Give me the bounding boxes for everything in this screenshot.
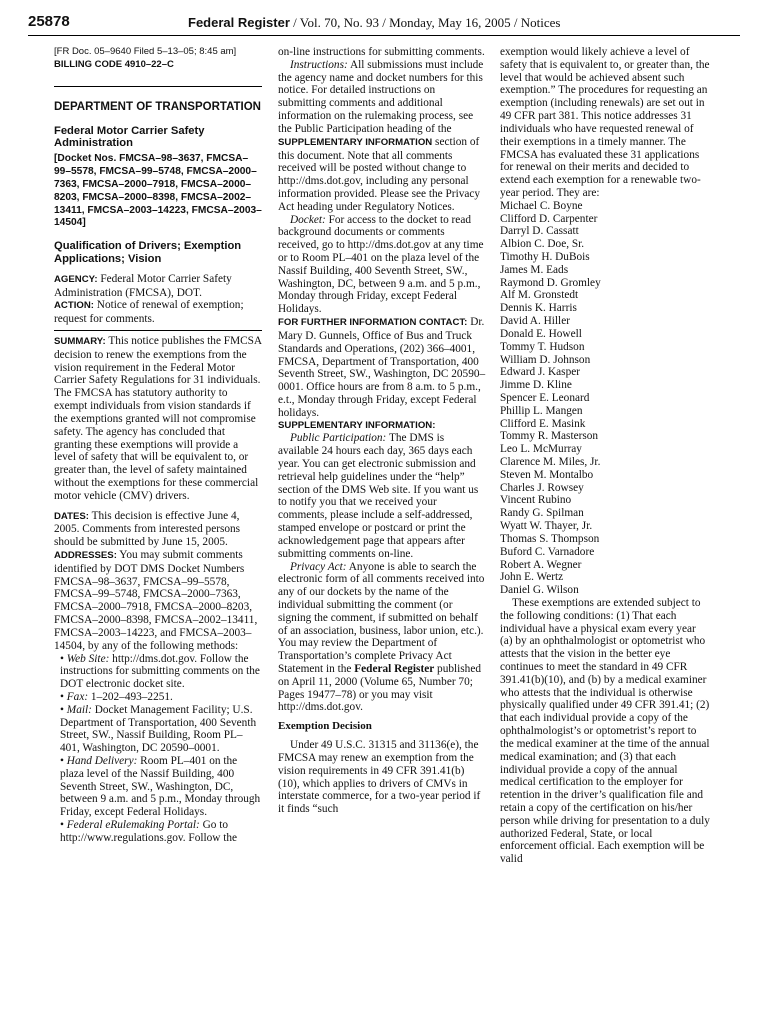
name-item: Alf M. Gronstedt (500, 289, 579, 302)
name-item: Thomas S. Thompson (500, 532, 600, 545)
name-item: Daniel G. Wilson (500, 584, 579, 597)
dates-label: DATES: (54, 510, 89, 522)
column-3 (500, 46, 710, 866)
agency-paragraph (54, 273, 262, 300)
name-item: Steven M. Montalbo (500, 468, 594, 481)
billing-code: BILLING CODE 4910–22–C (54, 58, 174, 70)
name-item: Donald E. Howell (500, 327, 582, 340)
contact-text: Dr. Mary D. Gunnels, Office of Bus and Truck Standards and Operations, (202) 366–4001, FMCSA, Department of Transportation, 400 Seventh Street, SW., Washington, DC 20590–0001. Office hours are from 8 a.m. to 5 p.m., e.t., Monday through Friday, except Federal holidays. (278, 316, 486, 419)
name-item: Wyatt W. Thayer, Jr. (500, 520, 593, 533)
public-participation-label: Public Participation: (290, 432, 387, 445)
name-item: Vincent Rubino (500, 494, 572, 507)
publication-citation (188, 15, 560, 31)
name-item: Tommy R. Masterson (500, 430, 599, 443)
public-participation-text: The DMS is available 24 hours each day, 365 days each year. You can get electronic submission and retrieval help guidelines under the “help” section of the DMS Web site. If you want us to notify you that we received your comments, please include a self-addressed, stamped envelope or postcard or print the acknowledgement page that appears after submitting comments on-line. (278, 432, 479, 560)
notice-subject: Qualification of Drivers; Exemption Applications; Vision (54, 240, 242, 265)
page-number: 25878 (28, 13, 70, 30)
column-2 (278, 46, 486, 816)
hand-delivery-label: Hand Delivery: (66, 755, 138, 767)
name-item: Phillip L. Mangen (500, 404, 583, 417)
federal-register-ref: Federal Register (354, 663, 435, 675)
contact-label: FOR FURTHER INFORMATION CONTACT: (278, 317, 468, 329)
name-item: Buford C. Varnadore (500, 545, 595, 558)
name-item: Robert A. Wegner (500, 558, 582, 571)
name-item: Clifford E. Masink (500, 417, 586, 430)
column-1 (54, 46, 262, 845)
erulemaking-label: Federal eRulemaking Portal: (66, 819, 200, 832)
mail-label: Mail: (66, 703, 92, 716)
privacy-act-paragraph (278, 561, 486, 715)
hand-delivery-item: • Hand Delivery: Room PL–401 on the plaza level of the Nassif Building, 400 Seventh Street, SW., Washington, DC, between 9 a.m. and 5 p.m., Monday through Friday, except Federal Holidays. (60, 755, 261, 819)
name-item: Clarence M. Miles, Jr. (500, 456, 601, 468)
web-site-label: Web Site: (66, 652, 110, 665)
name-item: Edward J. Kasper (500, 366, 580, 379)
name-item: Timothy H. DuBois (500, 251, 590, 263)
name-item: Clifford D. Carpenter (500, 212, 598, 225)
exemption-continued-paragraph: exemption would likely achieve a level of safety that is equivalent to, or greater than, the level that would be achieved absent such exemption.” The procedures for requesting an exemption (including renewals) are set out in 49 CFR part 381. This notice addresses 31 individuals who have requested renewal of their exemptions in a timely manner. The FMCSA has evaluated these 31 applications for renewal on their merits and decided to extend each exemption for a renewable two-year period. They are: (500, 46, 710, 199)
fax-text: 1–202–493–2251. (88, 690, 173, 703)
fax-item: • Fax: 1–202–493–2251. (60, 690, 173, 703)
web-site-text: http://dms.dot.gov. Follow the instructions for submitting comments on the DOT electronic docket site. (60, 652, 260, 691)
mail-text: Docket Management Facility; U.S. Department of Transportation, 400 Seventh Street, SW., Nassif Building, Room PL–401, Washington, DC 20590–0001. (60, 703, 257, 755)
addresses-paragraph (54, 549, 262, 653)
name-item: Randy G. Spilman (500, 507, 584, 520)
supplementary-ref: SUPPLEMENTARY INFORMATION (278, 136, 433, 148)
addresses-label: ADDRESSES: (54, 550, 117, 561)
summary-label: SUMMARY: (54, 336, 106, 347)
mail-item: • Mail: Docket Management Facility; U.S. Department of Transportation, 400 Seventh Street, SW., Nassif Building, Room PL–401, Washington, DC 20590–0001. (60, 703, 257, 755)
name-item: Charles J. Rowsey (500, 481, 584, 494)
fax-label: Fax: (66, 690, 89, 703)
name-item: Darryl D. Cassatt (500, 225, 579, 238)
summary-divider (54, 330, 262, 331)
name-item: James M. Eads (500, 263, 569, 276)
hand-delivery-text: Room PL–401 on the plaza level of the Nassif Building, 400 Seventh Street, SW., Washington, DC, between 9 a.m. and 5 p.m., Monday through Friday, except Federal Holidays. (60, 755, 261, 819)
name-item: Michael C. Boyne (500, 199, 583, 212)
instructions-tail: section of this document. Note that all comments received will be posted without change to http://dms.dot.gov, including any personal information provided. Please see the Privacy Act heading under Regulatory Notices. (278, 135, 481, 213)
docket-text: For access to the docket to read background documents or comments received, go to http://dms.dot.gov at any time or to Room PL–401 on the plaza level of the Nassif Building, 400 Seventh Street, SW., Washington, DC, between 9 a.m. and 5 p.m., Monday through Friday, except Federal Holidays. (278, 213, 484, 316)
privacy-act-text: Anyone is able to search the electronic form of all comments received into any of our dockets by the name of the individual submitting the comment (or signing the comment, if submitted on behalf of an association, business, labor union, etc.). You may review the Department of Transportation’s complete Privacy Act Statement in the (278, 560, 485, 675)
section-divider (54, 86, 262, 87)
name-item: John E. Wertz (500, 571, 564, 584)
name-item: Tommy T. Hudson (500, 340, 585, 353)
fr-doc-line: [FR Doc. 05–9640 Filed 5–13–05; 8:45 am] (54, 46, 237, 57)
name-item: Spencer E. Leonard (500, 391, 590, 404)
agency-label: AGENCY: (54, 273, 98, 285)
agency-heading: Federal Motor Carrier Safety Administration (54, 124, 205, 150)
dates-text: This decision is effective June 4, 2005. Comments from interested persons should be submitted by June 15, 2005. (54, 509, 241, 549)
department-heading: DEPARTMENT OF TRANSPORTATION (54, 100, 261, 113)
addresses-text: You may submit comments identified by DOT DMS Docket Numbers FMCSA–98–3637, FMCSA–99–5578, FMCSA–99–5748, FMCSA–2000–7363, FMCSA–2000–7918, FMCSA–2000–8203, FMCSA–2000–8398, FMCSA–2002–13411, FMCSA–2003–14223, and FMCSA–2003–14504, by any of the following methods: (54, 549, 258, 652)
continued-paragraph: on-line instructions for submitting comments. (278, 46, 485, 58)
web-site-item: • Web Site: http://dms.dot.gov. Follow the instructions for submitting comments on the DOT electronic docket site. (60, 652, 260, 691)
dates-paragraph (54, 510, 262, 549)
erulemaking-item: • Federal eRulemaking Portal: Go to http://www.regulations.gov. Follow the (60, 819, 238, 844)
exemption-decision-paragraph: Under 49 U.S.C. 31315 and 31136(e), the FMCSA may renew an exemption from the vision requirements in 49 CFR 391.41(b)(10), which applies to drivers of CMVs in interstate commerce, for a two-year period if it finds “such (278, 739, 481, 816)
instructions-paragraph (278, 59, 486, 214)
summary-text: This notice publishes the FMCSA decision to renew the exemptions from the vision requirement in the Federal Motor Carrier Safety Regulations for 31 individuals. The FMCSA has statutory authority to exempt individuals from vision standards if the exemptions granted will not compromise safety. The agency has concluded that granting these exemptions will provide a level of safety that will be equivalent to, or greater than, the level of safety maintained without the exemptions for these commercial motor vehicle (CMV) drivers. (54, 335, 262, 502)
summary-paragraph (54, 335, 262, 503)
publication-name: Federal Register (188, 15, 290, 30)
name-item: Leo L. McMurray (500, 443, 582, 456)
name-item: David A. Hiller (500, 315, 570, 328)
exemption-decision-heading: Exemption Decision (278, 720, 372, 733)
conditions-paragraph: These exemptions are extended subject to the following conditions: (1) That each individual have a physical exam every year (a) by an ophthalmologist or optometrist who attests that the vision in the better eye continues to meet the standard in 49 CFR 391.41(b)(10), and (b) by a medical examiner who attests that the individual is otherwise physically qualified under 49 CFR 391.41; (2) that each individual provide a copy of the ophthalmologist’s or optometrist’s report to the medical examiner at the time of the annual medical examination; and (3) that each individual provide a copy of the annual medical certification to the employer for retention in the driver’s qualification file and retain a copy of the certification on his/her person while driving for presentation to a duly authorized Federal, State, or local enforcement official. Each exemption will be valid (500, 596, 710, 866)
public-participation-paragraph (278, 432, 486, 560)
header-rule (28, 35, 740, 36)
privacy-act-label: Privacy Act: (290, 560, 347, 573)
renewal-names-list (500, 200, 710, 597)
erulemaking-text: Go to http://www.regulations.gov. Follow the (60, 819, 238, 844)
instructions-text: All submissions must include the agency name and docket numbers for this notice. For detailed instructions on submitting comments and additional information on the rulemaking process, see the Public Participation heading of the (278, 58, 484, 135)
docket-paragraph (278, 214, 486, 317)
action-text: Notice of renewal of exemption; request for comments. (54, 299, 244, 326)
name-item: Raymond D. Gromley (500, 276, 601, 289)
action-label: ACTION: (54, 300, 94, 312)
issue-citation: / Vol. 70, No. 93 / Monday, May 16, 2005 / Notices (289, 15, 561, 30)
name-item: Dennis K. Harris (500, 302, 577, 315)
docket-numbers: [Docket Nos. FMCSA–98–3637, FMCSA–99–5578, FMCSA–99–5748, FMCSA–2000–7363, FMCSA–2000–7918, FMCSA–2000–8203, FMCSA–2000–8398, FMCSA–2002–13411, FMCSA–2003–14223, FMCSA–2003–14504] (54, 153, 262, 229)
docket-label: Docket: (290, 213, 326, 226)
supplementary-heading: SUPPLEMENTARY INFORMATION: (278, 419, 436, 431)
instructions-label: Instructions: (290, 58, 348, 71)
page-header (28, 10, 740, 36)
name-item: Albion C. Doe, Sr. (500, 238, 585, 251)
name-item: William D. Johnson (500, 353, 591, 366)
name-item: Jimme D. Kline (500, 379, 572, 392)
action-paragraph (54, 299, 262, 326)
privacy-act-tail: published on April 11, 2000 (Volume 65, Number 70; Pages 19477–78) or you may visit http://dms.dot.gov. (278, 663, 481, 714)
contact-paragraph (278, 316, 486, 420)
agency-text: Federal Motor Carrier Safety Administration (FMCSA), DOT. (54, 272, 232, 299)
